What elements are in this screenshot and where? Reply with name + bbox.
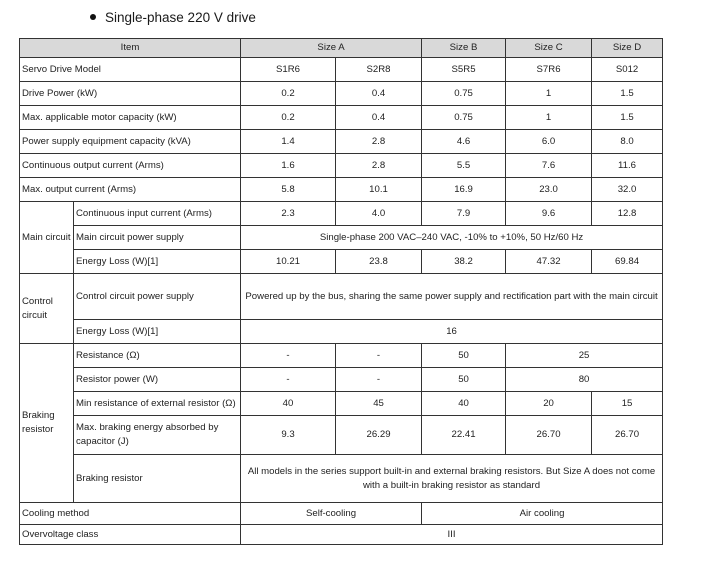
cell: 26.70	[592, 416, 663, 455]
cell: 4.0	[336, 202, 422, 226]
merged-cell: 16	[241, 320, 663, 344]
row-label: Cooling method	[20, 503, 241, 525]
merged-cell: 80	[506, 368, 663, 392]
header-item: Item	[20, 39, 241, 58]
section-heading-text: Single-phase 220 V drive	[105, 10, 256, 25]
cell: 40	[422, 392, 506, 416]
table-row	[20, 416, 663, 455]
cell: 26.29	[336, 416, 422, 455]
cell: 23.0	[506, 178, 592, 202]
cell: 16.9	[422, 178, 506, 202]
cell: 11.6	[592, 154, 663, 178]
cell: -	[241, 368, 336, 392]
cell: 2.3	[241, 202, 336, 226]
row-label: Braking resistor	[74, 455, 241, 503]
table-row	[20, 130, 663, 154]
group-label-control-circuit: Control circuit	[20, 274, 74, 344]
group-label-main-circuit: Main circuit	[20, 202, 74, 274]
row-label: Max. output current (Arms)	[20, 178, 241, 202]
cell: 5.8	[241, 178, 336, 202]
cell: 1.4	[241, 130, 336, 154]
cell: 1	[506, 106, 592, 130]
cell: 2.8	[336, 154, 422, 178]
cell: 1.5	[592, 82, 663, 106]
table-row	[20, 392, 663, 416]
row-label: Energy Loss (W)[1]	[74, 320, 241, 344]
cell: 12.8	[592, 202, 663, 226]
bullet-icon	[90, 14, 96, 20]
cell: 32.0	[592, 178, 663, 202]
header-size-d: Size D	[592, 39, 663, 58]
table-row	[20, 344, 663, 368]
cell: 0.75	[422, 82, 506, 106]
cell: 50	[422, 344, 506, 368]
cell: -	[241, 344, 336, 368]
row-label: Resistor power (W)	[74, 368, 241, 392]
table-row	[20, 178, 663, 202]
table-row	[20, 320, 663, 344]
cell: -	[336, 368, 422, 392]
section-heading	[90, 10, 256, 25]
header-size-c: Size C	[506, 39, 592, 58]
cell: S1R6	[241, 58, 336, 82]
cell: 38.2	[422, 250, 506, 274]
cell: 0.2	[241, 106, 336, 130]
header-row	[20, 39, 663, 58]
cell: 1.5	[592, 106, 663, 130]
row-label: Max. applicable motor capacity (kW)	[20, 106, 241, 130]
cell: 8.0	[592, 130, 663, 154]
table-row	[20, 202, 663, 226]
cell: 45	[336, 392, 422, 416]
cell: S7R6	[506, 58, 592, 82]
cell: 1	[506, 82, 592, 106]
table-row	[20, 455, 663, 503]
cell: -	[336, 344, 422, 368]
table-row	[20, 58, 663, 82]
row-label: Resistance (Ω)	[74, 344, 241, 368]
cell: 9.3	[241, 416, 336, 455]
table-row	[20, 503, 663, 525]
merged-cell: All models in the series support built-in and external braking resistors. But Size A does not come with a built-in braking resistor as standard	[241, 455, 663, 503]
table-row	[20, 106, 663, 130]
merged-cell: Powered up by the bus, sharing the same power supply and rectification part with the main circuit	[241, 274, 663, 320]
cell: 23.8	[336, 250, 422, 274]
cell: 0.4	[336, 106, 422, 130]
table-row	[20, 82, 663, 106]
cell: S012	[592, 58, 663, 82]
cell: S5R5	[422, 58, 506, 82]
row-label: Power supply equipment capacity (kVA)	[20, 130, 241, 154]
table-row	[20, 154, 663, 178]
table-row	[20, 250, 663, 274]
row-label: Main circuit power supply	[74, 226, 241, 250]
cell: 6.0	[506, 130, 592, 154]
table-row	[20, 226, 663, 250]
cell: 0.4	[336, 82, 422, 106]
row-label: Continuous output current (Arms)	[20, 154, 241, 178]
cell: 69.84	[592, 250, 663, 274]
row-label: Continuous input current (Arms)	[74, 202, 241, 226]
header-size-a: Size A	[241, 39, 422, 58]
row-label: Max. braking energy absorbed by capacitor (J)	[74, 416, 241, 455]
cell: 0.75	[422, 106, 506, 130]
cell: S2R8	[336, 58, 422, 82]
cell: 1.6	[241, 154, 336, 178]
cell: 4.6	[422, 130, 506, 154]
cell: 10.21	[241, 250, 336, 274]
table-row	[20, 368, 663, 392]
cell: 5.5	[422, 154, 506, 178]
cell: 22.41	[422, 416, 506, 455]
row-label: Control circuit power supply	[74, 274, 241, 320]
row-label: Min resistance of external resistor (Ω)	[74, 392, 241, 416]
merged-cell: III	[241, 525, 663, 545]
cell: 9.6	[506, 202, 592, 226]
merged-cell: 25	[506, 344, 663, 368]
table-row	[20, 525, 663, 545]
spec-table	[19, 38, 663, 545]
cell: 0.2	[241, 82, 336, 106]
cell: 40	[241, 392, 336, 416]
cell: 2.8	[336, 130, 422, 154]
row-label: Drive Power (kW)	[20, 82, 241, 106]
row-label: Servo Drive Model	[20, 58, 241, 82]
merged-cell: Self-cooling	[241, 503, 422, 525]
cell: 20	[506, 392, 592, 416]
cell: 7.9	[422, 202, 506, 226]
group-label-braking-resistor: Braking resistor	[20, 344, 74, 503]
cell: 15	[592, 392, 663, 416]
header-size-b: Size B	[422, 39, 506, 58]
row-label: Energy Loss (W)[1]	[74, 250, 241, 274]
table-row	[20, 274, 663, 320]
merged-cell: Air cooling	[422, 503, 663, 525]
cell: 7.6	[506, 154, 592, 178]
row-label: Overvoltage class	[20, 525, 241, 545]
merged-cell: Single-phase 200 VAC–240 VAC, -10% to +10%, 50 Hz/60 Hz	[241, 226, 663, 250]
cell: 26.70	[506, 416, 592, 455]
cell: 47.32	[506, 250, 592, 274]
cell: 50	[422, 368, 506, 392]
cell: 10.1	[336, 178, 422, 202]
